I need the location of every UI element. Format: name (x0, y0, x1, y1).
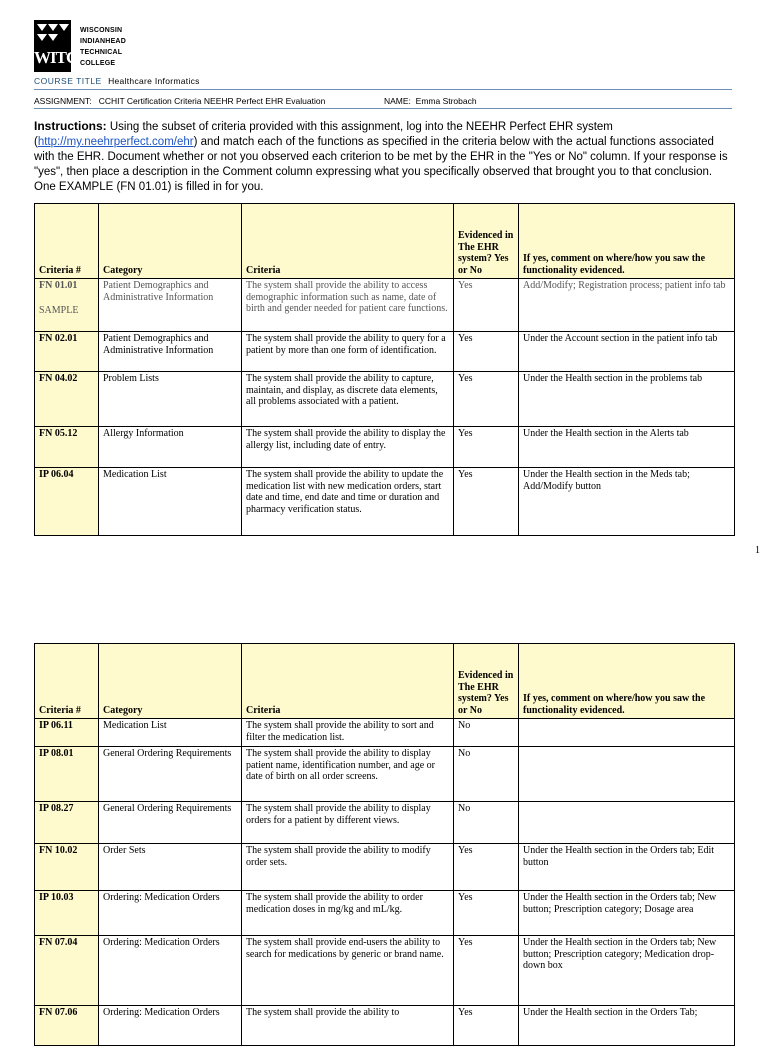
page-number: 1 (755, 545, 760, 556)
college-line: COLLEGE (80, 60, 116, 67)
criteria-cell: The system shall provide the ability to query for a patient by more than one form of identification. (242, 332, 454, 372)
header-comment: If yes, comment on where/how you saw the functionality evidenced. (519, 204, 735, 279)
table-header-row (35, 204, 735, 279)
evidenced-cell: Yes (454, 468, 519, 536)
college-line: TECHNICAL (80, 49, 123, 56)
criteria-id: FN 10.02 (35, 844, 99, 891)
criteria-id: FN 02.01 (35, 332, 99, 372)
college-line: WISCONSIN (80, 27, 123, 34)
course-title-value: Healthcare Informatics (108, 76, 200, 86)
criteria-cell: The system shall provide the ability to display orders for a patient by different views. (242, 802, 454, 844)
criteria-id: FN 07.04 (35, 936, 99, 1006)
comment-cell (519, 747, 735, 802)
table-row (35, 747, 735, 802)
student-name (384, 96, 477, 106)
neehr-link[interactable]: http://my.neehrperfect.com/ehr (37, 136, 194, 148)
criteria-id: IP 08.01 (35, 747, 99, 802)
evidenced-cell: Yes (454, 844, 519, 891)
criteria-id: FN 07.06 (35, 1006, 99, 1046)
header-criteria-num: Criteria # (35, 644, 99, 719)
comment-cell: Under the Health section in the Orders tab; Edit button (519, 844, 735, 891)
criteria-cell: The system shall provide the ability to capture, maintain, and display, as discrete data elements, all problems associated with a patient. (242, 372, 454, 427)
table-row (35, 468, 735, 536)
header-criteria: Criteria (242, 644, 454, 719)
header-criteria-num: Criteria # (35, 204, 99, 279)
criteria-id: FN 04.02 (35, 372, 99, 427)
name-label: NAME: (384, 96, 411, 106)
table-row (35, 936, 735, 1006)
criteria-cell: The system shall provide the ability to sort and filter the medication list. (242, 719, 454, 747)
comment-cell: Under the Health section in the Meds tab; Add/Modify button (519, 468, 735, 536)
course-title (34, 76, 200, 86)
header-evidenced: Evidenced in The EHR system? Yes or No (454, 204, 519, 279)
evidenced-cell: Yes (454, 372, 519, 427)
table-row (35, 427, 735, 468)
assignment-rule (34, 108, 732, 109)
category-cell: Medication List (99, 468, 242, 536)
category-cell: Allergy Information (99, 427, 242, 468)
comment-cell: Under the Account section in the patient info tab (519, 332, 735, 372)
criteria-id: IP 06.11 (35, 719, 99, 747)
criteria-id: IP 06.04 (35, 468, 99, 536)
evidenced-cell: Yes (454, 427, 519, 468)
table-row (35, 802, 735, 844)
comment-cell: Under the Health section in the Orders tab; New button; Prescription category; Medication drop-down box (519, 936, 735, 1006)
logo-letters: WITC (34, 48, 78, 67)
evidenced-cell: No (454, 747, 519, 802)
evidenced-cell: Yes (454, 891, 519, 936)
category-cell: Problem Lists (99, 372, 242, 427)
college-line: INDIANHEAD (80, 38, 126, 45)
college-name (80, 25, 126, 69)
category-cell: Ordering: Medication Orders (99, 1006, 242, 1046)
category-cell: Order Sets (99, 844, 242, 891)
comment-cell: Add/Modify; Registration process; patient info tab (519, 279, 735, 332)
comment-cell (519, 719, 735, 747)
assignment-value: CCHIT Certification Criteria NEEHR Perfect EHR Evaluation (98, 96, 326, 106)
sample-label: SAMPLE (39, 304, 79, 316)
instructions (34, 119, 734, 195)
instructions-label: Instructions: (34, 119, 107, 133)
evidenced-cell: Yes (454, 279, 519, 332)
table-row (35, 719, 735, 747)
header-evidenced: Evidenced in The EHR system? Yes or No (454, 644, 519, 719)
header-criteria: Criteria (242, 204, 454, 279)
table-row (35, 1006, 735, 1046)
category-cell: Patient Demographics and Administrative Information (99, 332, 242, 372)
comment-cell: Under the Health section in the Alerts tab (519, 427, 735, 468)
category-cell: Ordering: Medication Orders (99, 891, 242, 936)
assignment-line (34, 96, 734, 106)
criteria-table-1 (34, 203, 735, 536)
criteria-id: FN 05.12 (35, 427, 99, 468)
header-category: Category (99, 204, 242, 279)
witc-logo (34, 20, 78, 72)
name-value: Emma Strobach (415, 96, 477, 106)
table-row (35, 372, 735, 427)
criteria-cell: The system shall provide the ability to display patient name, identification number, and age or date of birth on all order screens. (242, 747, 454, 802)
instructions-text-after: ) and match each of the functions as specified in the criteria below with the actual functions associated with the EHR. Document whether or not you observed each criterion to be met by the EHR in the "Yes or No" column. If your response is "yes", then place a description in the Comment column expressing what you specifically observed that brought you to that conclusion. One EXAMPLE (FN 01.01) is filled in for you. (34, 136, 728, 193)
criteria-cell: The system shall provide the ability to order medication doses in mg/kg and mL/kg. (242, 891, 454, 936)
evidenced-cell: Yes (454, 936, 519, 1006)
category-cell: General Ordering Requirements (99, 802, 242, 844)
evidenced-cell: Yes (454, 1006, 519, 1046)
header-rule (34, 89, 732, 90)
criteria-cell: The system shall provide the ability to modify order sets. (242, 844, 454, 891)
criteria-cell: The system shall provide the ability to (242, 1006, 454, 1046)
assignment-label: ASSIGNMENT: (34, 96, 92, 106)
criteria-cell: The system shall provide the ability to display the allergy list, including date of entry. (242, 427, 454, 468)
criteria-id-cell (35, 279, 99, 332)
table-row (35, 844, 735, 891)
criteria-id: IP 08.27 (35, 802, 99, 844)
course-title-label: COURSE TITLE (34, 76, 102, 86)
category-cell: Ordering: Medication Orders (99, 936, 242, 1006)
category-cell: General Ordering Requirements (99, 747, 242, 802)
comment-cell: Under the Health section in the problems tab (519, 372, 735, 427)
evidenced-cell: No (454, 802, 519, 844)
header-category: Category (99, 644, 242, 719)
header-comment: If yes, comment on where/how you saw the functionality evidenced. (519, 644, 735, 719)
comment-cell: Under the Health section in the Orders Tab; (519, 1006, 735, 1046)
table-header-row (35, 644, 735, 719)
criteria-cell: The system shall provide the ability to access demographic information such as name, date of birth and gender needed for patient care functions. (242, 279, 454, 332)
criteria-cell: The system shall provide the ability to update the medication list with new medication orders, start date and time, end date and time or duration and pharmacy verification status. (242, 468, 454, 536)
evidenced-cell: No (454, 719, 519, 747)
table-row (35, 891, 735, 936)
criteria-id: IP 10.03 (35, 891, 99, 936)
evidenced-cell: Yes (454, 332, 519, 372)
table-row (35, 279, 735, 332)
criteria-cell: The system shall provide end-users the ability to search for medications by generic or brand name. (242, 936, 454, 1006)
instructions-text-before: Using the subset of criteria provided with this assignment, log into the NEEHR Perfect EHR system ( (34, 121, 613, 148)
category-cell: Medication List (99, 719, 242, 747)
table-row (35, 332, 735, 372)
comment-cell: Under the Health section in the Orders tab; New button; Prescription category; Dosage area (519, 891, 735, 936)
criteria-table-2 (34, 643, 735, 1046)
criteria-id: FN 01.01 (39, 280, 78, 291)
comment-cell (519, 802, 735, 844)
category-cell: Patient Demographics and Administrative Information (99, 279, 242, 332)
